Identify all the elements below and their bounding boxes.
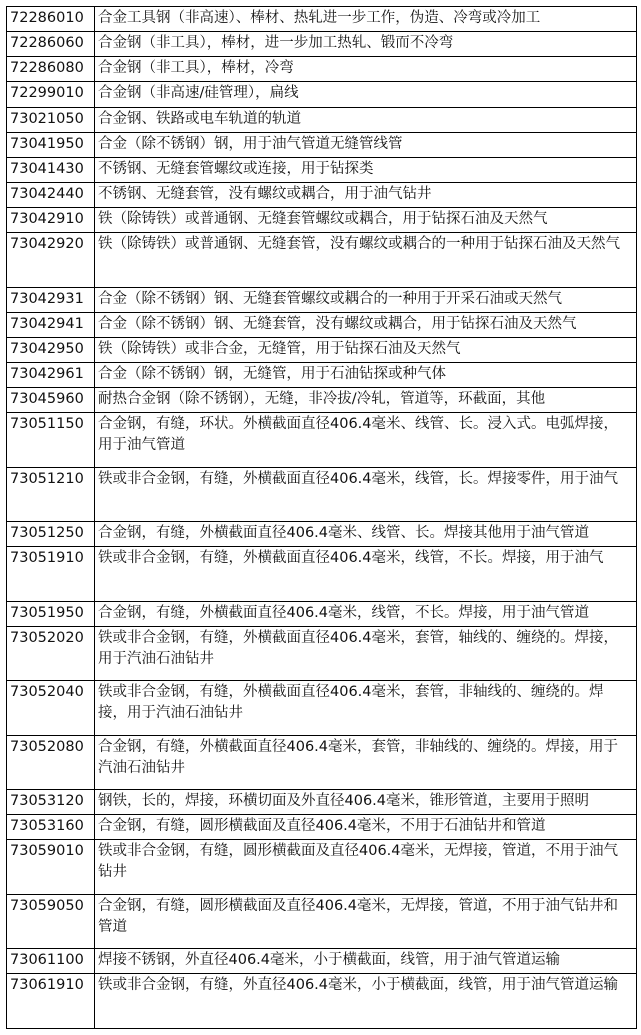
description-cell: 合金（除不锈钢）钢、无缝套管，没有螺纹或耦合，用于钻探石油及天然气 <box>95 312 637 337</box>
hs-code-cell: 73051250 <box>7 522 95 547</box>
hs-code-cell: 73042440 <box>7 182 95 207</box>
table-row <box>7 522 637 547</box>
table-row <box>7 82 637 107</box>
description-cell: 铁（除铸铁）或非合金，无缝管，用于钻探石油及天然气 <box>95 337 637 362</box>
description-cell: 焊接不锈钢，外直径406.4毫米，小于横截面，线管，用于油气管道运输 <box>95 949 637 974</box>
hs-code-cell: 72299010 <box>7 82 95 107</box>
hs-code-cell: 73042961 <box>7 362 95 387</box>
table-row <box>7 182 637 207</box>
tariff-table-container <box>6 6 636 1029</box>
table-row <box>7 894 637 948</box>
table-row <box>7 681 637 735</box>
hs-code-cell: 73052040 <box>7 681 95 735</box>
table-row <box>7 7 637 32</box>
description-cell: 合金（除不锈钢）钢、无缝套管螺纹或耦合的一种用于开采石油或天然气 <box>95 287 637 312</box>
description-cell: 铁（除铸铁）或普通钢、无缝套管，没有螺纹或耦合的一种用于钻探石油及天然气 <box>95 233 637 287</box>
description-cell: 合金钢、铁路或电车轨道的轨道 <box>95 107 637 132</box>
hs-code-cell: 73042920 <box>7 233 95 287</box>
hs-code-cell: 73042941 <box>7 312 95 337</box>
description-cell: 合金工具钢（非高速）、棒材、热轧进一步工作，伪造、冷弯或冷加工 <box>95 7 637 32</box>
tariff-code-table <box>6 6 637 1029</box>
description-cell: 不锈钢、无缝套管螺纹或连接，用于钻探类 <box>95 157 637 182</box>
tariff-table-body <box>7 7 637 1029</box>
hs-code-cell: 73051150 <box>7 413 95 467</box>
table-row <box>7 790 637 815</box>
hs-code-cell: 73042950 <box>7 337 95 362</box>
description-cell: 铁或非合金钢，有缝，外横截面直径406.4毫米，线管，长。焊接零件，用于油气 <box>95 467 637 521</box>
table-row <box>7 949 637 974</box>
table-row <box>7 974 637 1029</box>
table-row <box>7 815 637 840</box>
hs-code-cell: 73051910 <box>7 547 95 601</box>
table-row <box>7 388 637 413</box>
description-cell: 铁或非合金钢，有缝，外横截面直径406.4毫米，套管，轴线的、缠绕的。焊接，用于汽油石油钻井 <box>95 626 637 680</box>
table-row <box>7 57 637 82</box>
hs-code-cell: 73045960 <box>7 388 95 413</box>
table-row <box>7 626 637 680</box>
description-cell: 铁或非合金钢，有缝，外横截面直径406.4毫米，套管，非轴线的、缠绕的。焊接，用于汽油石油钻井 <box>95 681 637 735</box>
hs-code-cell: 73041950 <box>7 132 95 157</box>
description-cell: 合金钢，有缝，圆形横截面及直径406.4毫米，无焊接，管道，不用于油气钻井和管道 <box>95 894 637 948</box>
description-cell: 合金（除不锈钢）钢，用于油气管道无缝管线管 <box>95 132 637 157</box>
hs-code-cell: 73052080 <box>7 735 95 789</box>
hs-code-cell: 73053160 <box>7 815 95 840</box>
description-cell: 铁或非合金钢，有缝，外横截面直径406.4毫米，线管，不长。焊接，用于油气 <box>95 547 637 601</box>
table-row <box>7 601 637 626</box>
table-row <box>7 132 637 157</box>
description-cell: 合金钢，有缝，圆形横截面及直径406.4毫米，不用于石油钻井和管道 <box>95 815 637 840</box>
table-row <box>7 547 637 601</box>
description-cell: 合金钢，有缝，外横截面直径406.4毫米，套管，非轴线的、缠绕的。焊接，用于汽油石油钻井 <box>95 735 637 789</box>
description-cell: 合金钢（非工具），棒材，进一步加工热轧、锻而不冷弯 <box>95 32 637 57</box>
table-row <box>7 157 637 182</box>
hs-code-cell: 73021050 <box>7 107 95 132</box>
description-cell: 合金（除不锈钢）钢，无缝管，用于石油钻探或种气体 <box>95 362 637 387</box>
description-cell: 合金钢（非工具），棒材，冷弯 <box>95 57 637 82</box>
table-row <box>7 840 637 894</box>
table-row <box>7 233 637 287</box>
table-row <box>7 735 637 789</box>
description-cell: 合金钢（非高速/硅管理），扁线 <box>95 82 637 107</box>
hs-code-cell: 73061910 <box>7 974 95 1029</box>
table-row <box>7 467 637 521</box>
description-cell: 钢铁，长的，焊接，环横切面及外直径406.4毫米，锥形管道，主要用于照明 <box>95 790 637 815</box>
table-row <box>7 337 637 362</box>
table-row <box>7 107 637 132</box>
hs-code-cell: 73042931 <box>7 287 95 312</box>
hs-code-cell: 73059010 <box>7 840 95 894</box>
hs-code-cell: 73051210 <box>7 467 95 521</box>
table-row <box>7 32 637 57</box>
hs-code-cell: 73059050 <box>7 894 95 948</box>
table-row <box>7 287 637 312</box>
description-cell: 铁或非合金钢，有缝，圆形横截面及直径406.4毫米，无焊接，管道，不用于油气钻井 <box>95 840 637 894</box>
description-cell: 铁（除铸铁）或普通钢、无缝套管螺纹或耦合，用于钻探石油及天然气 <box>95 208 637 233</box>
hs-code-cell: 73053120 <box>7 790 95 815</box>
table-row <box>7 362 637 387</box>
hs-code-cell: 73042910 <box>7 208 95 233</box>
description-cell: 耐热合金钢（除不锈钢），无缝，非冷拔/冷轧，管道等，环截面，其他 <box>95 388 637 413</box>
hs-code-cell: 73052020 <box>7 626 95 680</box>
hs-code-cell: 73041430 <box>7 157 95 182</box>
description-cell: 合金钢，有缝，环状。外横截面直径406.4毫米、线管、长。浸入式。电弧焊接，用于油气管道 <box>95 413 637 467</box>
table-row <box>7 413 637 467</box>
hs-code-cell: 72286080 <box>7 57 95 82</box>
table-row <box>7 312 637 337</box>
table-row <box>7 208 637 233</box>
hs-code-cell: 73061100 <box>7 949 95 974</box>
description-cell: 不锈钢、无缝套管，没有螺纹或耦合，用于油气钻井 <box>95 182 637 207</box>
description-cell: 铁或非合金钢，有缝，外直径406.4毫米，小于横截面，线管，用于油气管道运输 <box>95 974 637 1029</box>
description-cell: 合金钢，有缝，外横截面直径406.4毫米，线管，不长。焊接，用于油气管道 <box>95 601 637 626</box>
hs-code-cell: 72286060 <box>7 32 95 57</box>
hs-code-cell: 72286010 <box>7 7 95 32</box>
hs-code-cell: 73051950 <box>7 601 95 626</box>
description-cell: 合金钢，有缝，外横截面直径406.4毫米、线管、长。焊接其他用于油气管道 <box>95 522 637 547</box>
